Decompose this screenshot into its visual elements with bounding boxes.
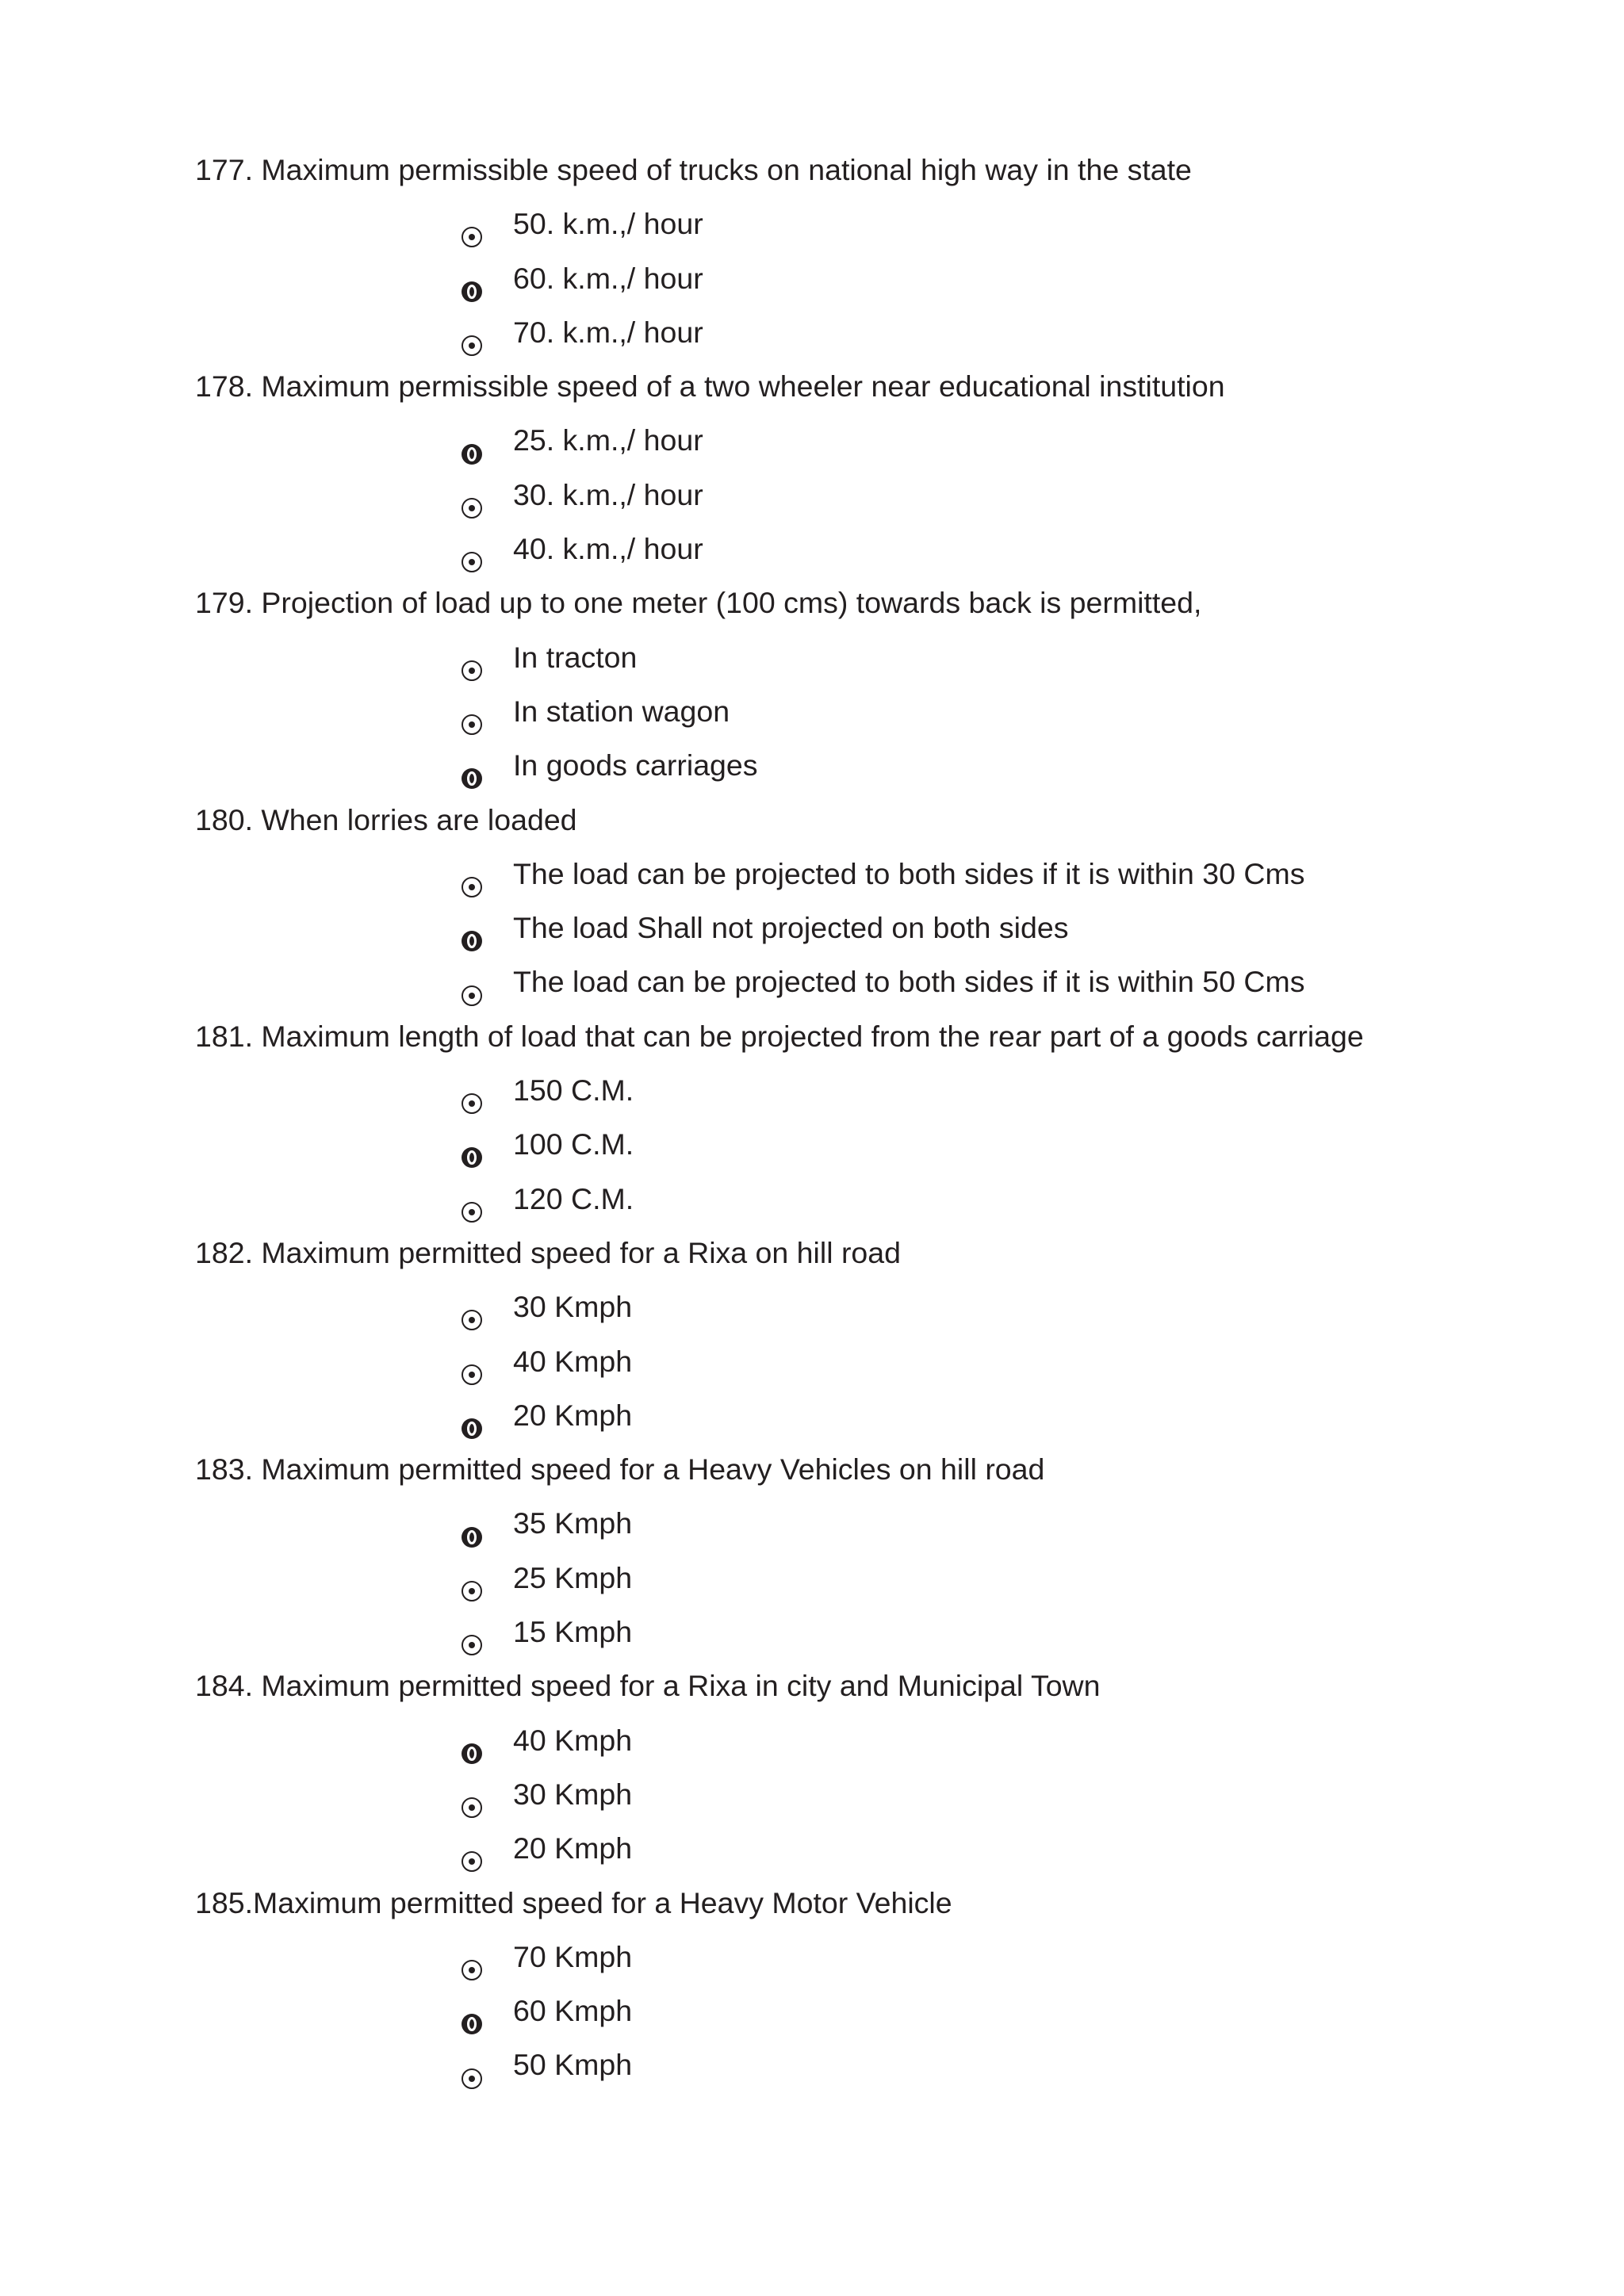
filled-zero-circle-icon — [460, 1999, 484, 2022]
answer-option — [0, 1551, 1624, 1605]
answer-option — [0, 468, 1624, 522]
answer-option — [0, 901, 1624, 955]
question-text: 180. When lorries are loaded — [195, 802, 577, 836]
answer-option — [0, 630, 1624, 684]
filled-zero-circle-icon — [460, 916, 484, 939]
circled-dot-icon — [460, 1187, 484, 1211]
option-text: 70 Kmph — [513, 1939, 633, 1973]
answer-option — [0, 955, 1624, 1008]
answer-option — [0, 1821, 1624, 1875]
circled-dot-icon — [460, 862, 484, 886]
filled-zero-circle-icon — [460, 1512, 484, 1536]
option-text: 120 C.M. — [513, 1181, 634, 1215]
option-text: 30 Kmph — [513, 1290, 633, 1324]
circled-dot-icon — [460, 212, 484, 235]
option-text: 150 C.M. — [513, 1073, 634, 1108]
option-text: In goods carriages — [513, 748, 758, 783]
option-text: 50. k.m.,/ hour — [513, 207, 703, 241]
option-text: 25. k.m.,/ hour — [513, 423, 703, 457]
option-text: 40. k.m.,/ hour — [513, 532, 703, 566]
circled-dot-icon — [460, 645, 484, 669]
answer-option — [0, 1930, 1624, 1984]
option-text: 40 Kmph — [513, 1723, 633, 1757]
question-list — [0, 143, 1624, 2092]
circled-dot-icon — [460, 1945, 484, 1969]
circled-dot-icon — [460, 1836, 484, 1860]
answer-option — [0, 413, 1624, 467]
option-text: 30 Kmph — [513, 1777, 633, 1811]
circled-dot-icon — [460, 2053, 484, 2077]
filled-zero-circle-icon — [460, 429, 484, 453]
question-text: 184. Maximum permitted speed for a Rixa in city and Municipal Town — [195, 1669, 1101, 1703]
circled-dot-icon — [460, 1620, 484, 1644]
answer-option — [0, 251, 1624, 305]
option-text: 20 Kmph — [513, 1398, 633, 1432]
option-text: 50 Kmph — [513, 2048, 633, 2082]
question-text: 181. Maximum length of load that can be projected from the rear part of a goods carriage — [195, 1019, 1364, 1053]
answer-option — [0, 684, 1624, 738]
circled-dot-icon — [460, 320, 484, 344]
circled-dot-icon — [460, 1078, 484, 1102]
answer-option — [0, 1767, 1624, 1821]
answer-option — [0, 1172, 1624, 1226]
option-text: 20 Kmph — [513, 1831, 633, 1866]
circled-dot-icon — [460, 1782, 484, 1806]
option-text: 60. k.m.,/ hour — [513, 261, 703, 295]
answer-option — [0, 847, 1624, 901]
circled-dot-icon — [460, 1295, 484, 1318]
answer-option — [0, 738, 1624, 792]
filled-zero-circle-icon — [460, 753, 484, 777]
circled-dot-icon — [460, 483, 484, 507]
question-text: 183. Maximum permitted speed for a Heavy Vehicles on hill road — [195, 1452, 1045, 1487]
filled-zero-circle-icon — [460, 266, 484, 290]
answer-option — [0, 1984, 1624, 2038]
option-text: The load can be projected to both sides if it is within 50 Cms — [513, 965, 1305, 999]
circled-dot-icon — [460, 1349, 484, 1373]
question-text: 178. Maximum permissible speed of a two wheeler near educational institution — [195, 369, 1225, 404]
answer-option — [0, 1496, 1624, 1550]
answer-option — [0, 1388, 1624, 1442]
circled-dot-icon — [460, 537, 484, 561]
option-text: 60 Kmph — [513, 1994, 633, 2028]
option-text: 15 Kmph — [513, 1615, 633, 1649]
question-text: 179. Projection of load up to one meter (100 cms) towards back is permitted, — [195, 586, 1202, 620]
answer-option — [0, 197, 1624, 251]
answer-option — [0, 305, 1624, 359]
option-text: 30. k.m.,/ hour — [513, 477, 703, 511]
answer-option — [0, 1713, 1624, 1767]
circled-dot-icon — [460, 970, 484, 994]
option-text: The load can be projected to both sides if it is within 30 Cms — [513, 856, 1305, 890]
circled-dot-icon — [460, 1566, 484, 1590]
option-text: The load Shall not projected on both sides — [513, 911, 1069, 945]
option-text: 100 C.M. — [513, 1127, 634, 1161]
question-text: 182. Maximum permitted speed for a Rixa on hill road — [195, 1235, 902, 1269]
option-text: 70. k.m.,/ hour — [513, 315, 703, 349]
option-text: 25 Kmph — [513, 1560, 633, 1594]
question-text: 177. Maximum permissible speed of trucks on national high way in the state — [195, 153, 1192, 186]
option-text: 40 Kmph — [513, 1344, 633, 1378]
answer-option — [0, 522, 1624, 576]
answer-option — [0, 2038, 1624, 2091]
filled-zero-circle-icon — [460, 1403, 484, 1427]
answer-option — [0, 1334, 1624, 1388]
question-text: 185.Maximum permitted speed for a Heavy Motor Vehicle — [195, 1885, 952, 1919]
answer-option — [0, 1063, 1624, 1117]
circled-dot-icon — [460, 699, 484, 723]
filled-zero-circle-icon — [460, 1728, 484, 1752]
option-text: In tracton — [513, 640, 638, 674]
option-text: 35 Kmph — [513, 1506, 633, 1540]
answer-option — [0, 1280, 1624, 1334]
filled-zero-circle-icon — [460, 1132, 484, 1156]
answer-option — [0, 1117, 1624, 1171]
answer-option — [0, 1605, 1624, 1659]
option-text: In station wagon — [513, 694, 730, 728]
